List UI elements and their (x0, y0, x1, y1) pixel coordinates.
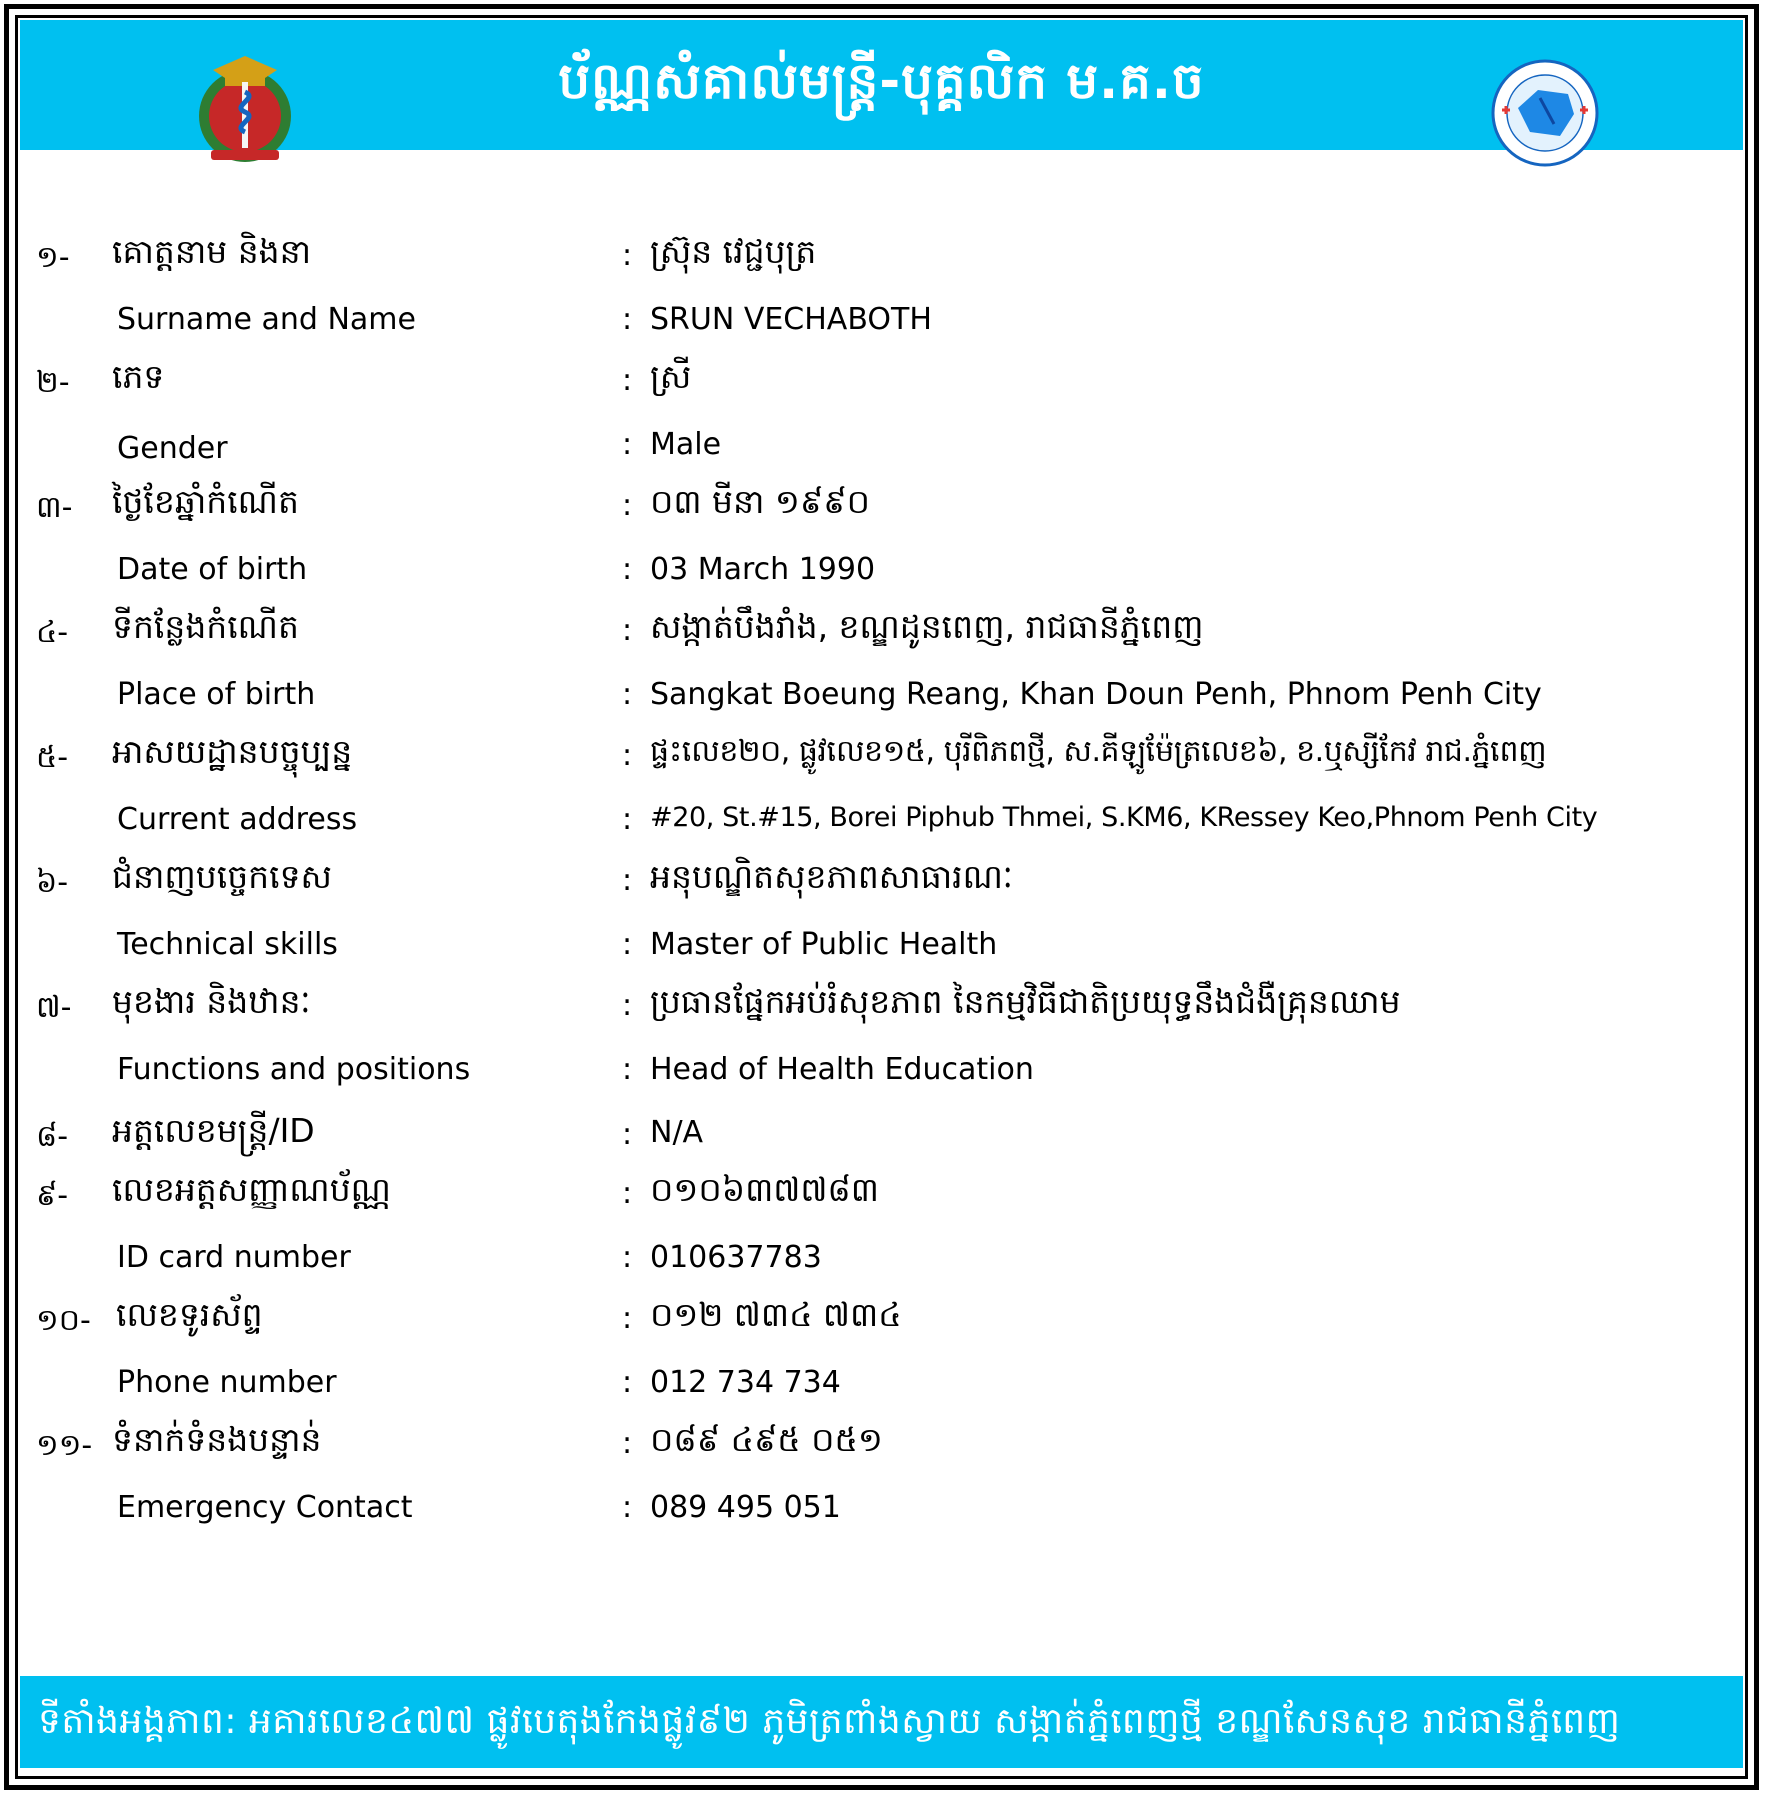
field-label-km: ថ្ងៃខែឆ្នាំកំណើត (112, 482, 299, 521)
office-location-text: ទីតាំងអង្គភាព: អគារលេខ៤៧៧ ផ្លូវបេតុងកែងផ្លូវ៩២ ភូមិត្រពាំងស្វាយ សង្កាត់ភ្នំពេញថ្មី ខណ្ឌសែនសុខ រាជធានីភ្នំពេញ (38, 1701, 1621, 1742)
field-value-en: 012 734 734 (650, 1365, 841, 1400)
field-value-km: ០៨៩ ៤៩៥ ០៥១ (650, 1420, 883, 1459)
field-value-km: ០១២ ៧៣៤ ៧៣៤ (650, 1295, 902, 1334)
field-label-en: ID card number (117, 1240, 351, 1275)
field-label-en: Current address (117, 802, 358, 837)
field-number: ១- (36, 240, 70, 275)
colon: : (622, 613, 633, 648)
colon: : (622, 988, 633, 1023)
field-number: ១០- (36, 1303, 91, 1338)
card-title: ប័ណ្ណសំគាល់មន្ត្រី-បុគ្គលិក ម.គ.ច (558, 52, 1205, 110)
field-value-km: សង្កាត់បឹងរាំង, ខណ្ឌដូនពេញ, រាជធានីភ្នំពេញ (650, 607, 1204, 646)
colon: : (622, 1176, 633, 1211)
card-footer (20, 1676, 1743, 1768)
card-header (20, 20, 1743, 150)
field-number: ៣- (36, 490, 73, 525)
field-value-km: អនុបណ្ឌិតសុខភាពសាធារណៈ (650, 857, 1013, 896)
field-5-km-row (0, 732, 1771, 792)
colon: : (622, 863, 633, 898)
colon: : (622, 1426, 633, 1461)
colon: : (622, 1052, 633, 1087)
field-2-km-row (0, 357, 1771, 417)
colon: : (622, 1490, 633, 1525)
field-label-en: Place of birth (117, 677, 316, 712)
field-5-en-row (0, 802, 1771, 862)
colon: : (622, 552, 633, 587)
field-label-en: Technical skills (117, 927, 338, 962)
colon: : (622, 238, 633, 273)
field-label-en: Date of birth (117, 552, 308, 587)
field-9-en-row (0, 1240, 1771, 1300)
field-label-km: អត្តលេខមន្ត្រី/ID (112, 1111, 315, 1150)
field-11-km-row (0, 1420, 1771, 1480)
field-label-km: មុខងារ និងឋានៈ (112, 982, 311, 1021)
field-6-en-row (0, 927, 1771, 987)
field-label-en: Functions and positions (117, 1052, 471, 1087)
field-10-km-row (0, 1295, 1771, 1355)
field-value-km: ផ្ទះលេខ២០, ផ្លូវលេខ១៥, បុរីពិភពថ្មី, ស.គីឡូម៉ែត្រលេខ៦, ខ.ឬស្សីកែវ រាជ.ភ្នំពេញ (650, 734, 1547, 769)
field-label-km: ជំនាញបច្ចេកទេស (112, 857, 332, 896)
field-1-km-row (0, 232, 1771, 292)
field-1-en-row (0, 302, 1771, 362)
field-number: ៧- (36, 990, 72, 1025)
field-number: ៦- (36, 865, 69, 900)
field-8-km-row (0, 1111, 1771, 1171)
field-label-en: Phone number (117, 1365, 337, 1400)
field-4-km-row (0, 607, 1771, 667)
field-7-en-row (0, 1052, 1771, 1112)
field-label-en: Gender (117, 431, 228, 466)
colon: : (622, 1365, 633, 1400)
field-7-km-row (0, 982, 1771, 1042)
colon: : (622, 1240, 633, 1275)
field-value-km: ០១០៦៣៧៧៨៣ (650, 1170, 879, 1209)
field-value-en: Male (650, 427, 722, 462)
field-value-km: ស្រ៊ុន វេជ្ជបុត្រ (650, 232, 817, 271)
field-number: ៩- (36, 1178, 69, 1213)
colon: : (622, 427, 633, 462)
field-10-en-row (0, 1365, 1771, 1425)
field-value-en: Sangkat Boeung Reang, Khan Doun Penh, Phnom Penh City (650, 677, 1542, 712)
field-value-km: ប្រធានផ្នែកអប់រំសុខភាព នៃកម្មវិធីជាតិប្រយុទ្ធនឹងជំងឺគ្រុនឈាម (650, 982, 1401, 1021)
field-value-en: 03 March 1990 (650, 552, 876, 587)
field-value-en: #20, St.#15, Borei Piphub Thmei, S.KM6, KRessey Keo,Phnom Penh City (650, 802, 1598, 833)
field-number: ៥- (36, 740, 69, 775)
field-label-km: គោត្តនាម និងនា (112, 232, 312, 271)
colon: : (622, 363, 633, 398)
field-value-en: 089 495 051 (650, 1490, 841, 1525)
field-label-km: លេខអត្តសញ្ញាណប័ណ្ណ (112, 1170, 391, 1209)
field-value-en: SRUN VECHABOTH (650, 302, 932, 337)
field-number: ៨- (36, 1119, 69, 1154)
field-label-km: ភេទ (112, 357, 165, 396)
cnm-logo-icon (1490, 58, 1600, 168)
field-2-en-row (0, 427, 1771, 487)
field-number: ២- (36, 365, 70, 400)
field-6-km-row (0, 857, 1771, 917)
field-value-en: Head of Health Education (650, 1052, 1034, 1087)
field-number: ៤- (36, 615, 69, 650)
colon: : (622, 738, 633, 773)
colon: : (622, 677, 633, 712)
field-value-en: Master of Public Health (650, 927, 998, 962)
colon: : (622, 802, 633, 837)
field-4-en-row (0, 677, 1771, 737)
field-label-km: ទីកន្លែងកំណើត (112, 607, 299, 646)
field-label-en: Surname and Name (117, 302, 416, 337)
field-label-km: ទំនាក់ទំនងបន្ទាន់ (112, 1420, 322, 1459)
field-value-km: ០៣ មីនា ១៩៩០ (650, 482, 870, 521)
field-3-en-row (0, 552, 1771, 612)
field-label-en: Emergency Contact (117, 1490, 413, 1525)
field-value: N/A (650, 1115, 704, 1150)
field-label-km: អាសយដ្ឋានបច្ចុប្បន្ន (112, 732, 353, 771)
field-value-en: 010637783 (650, 1240, 822, 1275)
field-9-km-row (0, 1170, 1771, 1230)
colon: : (622, 927, 633, 962)
field-3-km-row (0, 482, 1771, 542)
colon: : (622, 488, 633, 523)
field-number: ១១- (36, 1428, 93, 1463)
field-value-km: ស្រី (650, 357, 692, 396)
field-label-km: លេខទូរស័ព្ទ (116, 1295, 263, 1334)
colon: : (622, 1301, 633, 1336)
field-11-en-row (0, 1490, 1771, 1550)
colon: : (622, 302, 633, 337)
colon: : (622, 1117, 633, 1152)
